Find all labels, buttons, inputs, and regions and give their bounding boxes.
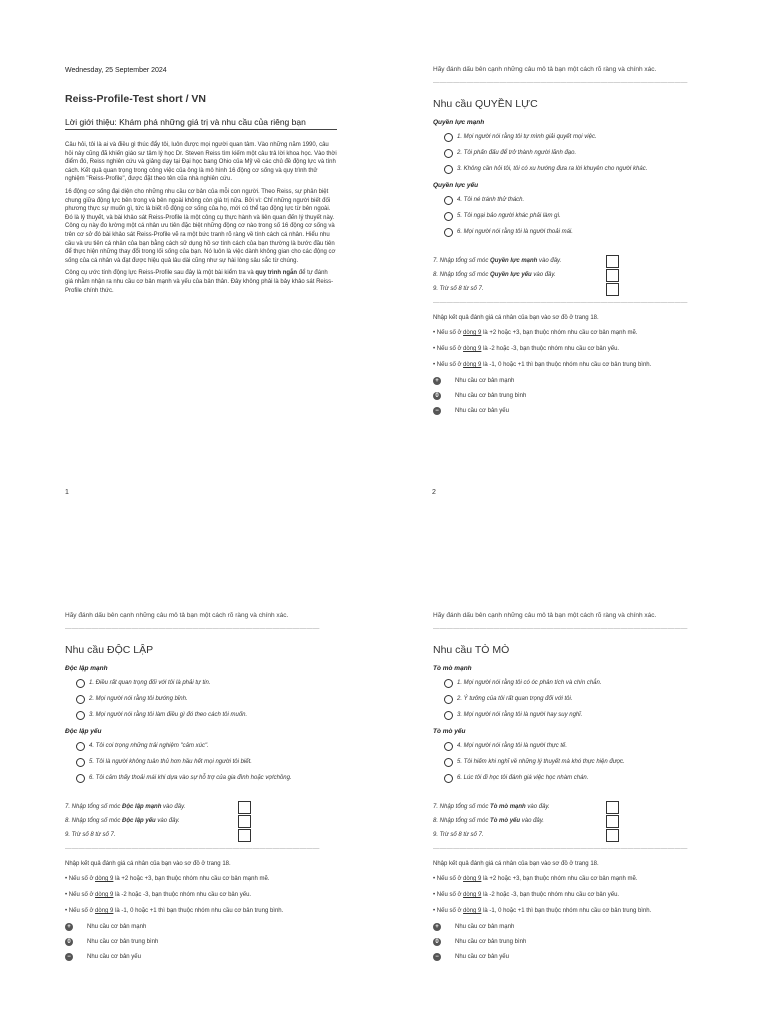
- total-input-box[interactable]: [606, 815, 619, 828]
- statement-item[interactable]: 3. Không cần hỏi tôi, tôi có xu hướng đưa ra lời khuyên cho người khác.: [433, 161, 698, 177]
- page-3: [0, 512, 384, 1024]
- checkbox-circle[interactable]: [444, 196, 453, 205]
- intro-text: [65, 141, 337, 299]
- statement-item[interactable]: 4. Mọi người nói rằng tôi là người thực tế.: [433, 738, 698, 754]
- checkbox-circle[interactable]: [444, 695, 453, 704]
- checkbox-circle[interactable]: [76, 742, 85, 751]
- checkbox-circle[interactable]: [76, 695, 85, 704]
- legend-weak: − Nhu cầu cơ bản yếu: [433, 403, 698, 418]
- total-row-8: 8. Nhập tổng số móc Tò mò yếu vào đây.: [433, 814, 698, 828]
- minus-icon: −: [433, 407, 441, 415]
- statement-item[interactable]: 4. Tôi né tránh thử thách.: [433, 192, 698, 208]
- statement-item[interactable]: 5. Tôi là người không tuân thủ hơn hầu hết mọi người tôi biết.: [65, 754, 330, 770]
- total-row-9: 9. Trừ số 8 từ số 7.: [65, 828, 330, 842]
- intro-paragraph-2: 16 động cơ sống đại diện cho những nhu cầu cơ bản của mỗi con người. Theo Reiss, sự phân biệt chung giữa động lực bên trong và bên ngoài không còn giá trị nữa. Bởi vì: Chỉ những người biết đối phương thực sự muốn gì, tức là biết rõ động cơ sống của họ, mới có thể tạo động lực từ bên ngoài. Đó là lý thuyết, và bài khảo sát Reiss-Profile là một công cụ thực hành và liên quan đến lý thuyết này. Công cụ này đo lường một cá nhân ưu tiên đặc biệt những động cơ nào trong số 16 động cơ sống và trên cơ sở đó bài khảo sát Reiss-Profile vẽ ra một bức tranh rõ ràng về tính cách cá nhân. Hiểu nhu cầu và ưu tiên cá nhân của bạn bằng cách sử dụng hồ sơ tính cách của bạn thường là bước đầu tiên để thực hiện những thay đổi trong lối sống của bạn. Nó luôn là việc dành không gian cho các động cơ sống của cá nhân và đạt được hiệu quả lâu dài cũng như sự hài lòng sâu sắc từ chúng.: [65, 188, 336, 264]
- statement-item[interactable]: 6. Lúc tôi đi học tôi đánh giá việc học nhàm chán.: [433, 770, 698, 786]
- statement-item[interactable]: 2. Mọi người nói rằng tôi bướng bỉnh.: [65, 691, 330, 707]
- total-input-box[interactable]: [238, 815, 251, 828]
- total-input-box[interactable]: [606, 283, 619, 296]
- total-row-7: 7. Nhập tổng số móc Quyền lực mạnh vào đây.: [433, 254, 698, 268]
- minus-icon: −: [65, 953, 73, 961]
- checkbox-circle[interactable]: [444, 228, 453, 237]
- legend-weak: − Nhu cầu cơ bản yếu: [433, 949, 698, 964]
- plus-icon: +: [433, 923, 441, 931]
- checkbox-circle[interactable]: [444, 133, 453, 142]
- rule-weak: • Nếu số ở dòng 9 là -2 hoặc -3, bạn thuộc nhóm nhu cầu cơ bản yếu.: [65, 892, 252, 898]
- rule-weak: • Nếu số ở dòng 9 là -2 hoặc -3, bạn thuộc nhóm nhu cầu cơ bản yếu.: [433, 346, 620, 352]
- date-header: Wednesday, 25 September 2024: [65, 67, 167, 74]
- strong-label: Độc lập mạnh: [65, 665, 108, 672]
- checkbox-circle[interactable]: [76, 711, 85, 720]
- section-title: Nhu cầu QUYỀN LỰC: [433, 98, 538, 110]
- zero-icon: 0: [65, 938, 73, 946]
- checkbox-circle[interactable]: [444, 774, 453, 783]
- statement-item[interactable]: 6. Mọi người nói rằng tôi là người thoải mái.: [433, 224, 698, 240]
- result-instruction: Nhập kết quả đánh giá cá nhân của bạn vào sơ đồ ở trang 18.: [433, 315, 599, 321]
- checkbox-circle[interactable]: [444, 742, 453, 751]
- checkbox-circle[interactable]: [444, 679, 453, 688]
- rule-strong: • Nếu số ở dòng 9 là +2 hoặc +3, bạn thuộc nhóm nhu cầu cơ bản mạnh mẽ.: [65, 876, 270, 882]
- legend-strong: + Nhu cầu cơ bản mạnh: [433, 919, 698, 934]
- statement-item[interactable]: 3. Mọi người nói rằng tôi làm điều gì đó theo cách tôi muốn.: [65, 707, 330, 723]
- page-number: 1: [65, 489, 69, 496]
- strong-label: Quyền lực mạnh: [433, 119, 485, 126]
- strong-label: Tò mò mạnh: [433, 665, 472, 672]
- legend-medium: 0 Nhu cầu cơ bản trung bình: [433, 934, 698, 949]
- statement-item[interactable]: 5. Tôi ngại bảo người khác phải làm gì.: [433, 208, 698, 224]
- checkbox-circle[interactable]: [444, 758, 453, 767]
- statement-item[interactable]: 2. Tôi phấn đấu để trở thành người lãnh đạo.: [433, 145, 698, 161]
- checkbox-circle[interactable]: [444, 149, 453, 158]
- checkbox-circle[interactable]: [76, 758, 85, 767]
- legend-strong: + Nhu cầu cơ bản mạnh: [65, 919, 330, 934]
- result-instruction: Nhập kết quả đánh giá cá nhân của bạn vào sơ đồ ở trang 18.: [433, 861, 599, 867]
- dashed-divider: ——————————————————————————————————————: [433, 625, 688, 632]
- rule-medium: • Nếu số ở dòng 9 là -1, 0 hoặc +1 thì bạn thuộc nhóm nhu cầu cơ bản trung bình.: [433, 362, 652, 368]
- rule-medium: • Nếu số ở dòng 9 là -1, 0 hoặc +1 thì bạn thuộc nhóm nhu cầu cơ bản trung bình.: [65, 908, 284, 914]
- page-2: [384, 0, 768, 512]
- legend-medium: 0 Nhu cầu cơ bản trung bình: [433, 388, 698, 403]
- section-title: Nhu cầu ĐỘC LẬP: [65, 644, 154, 656]
- statement-item[interactable]: 3. Mọi người nói rằng tôi là người hay suy nghĩ.: [433, 707, 698, 723]
- plus-icon: +: [433, 377, 441, 385]
- section-title: Nhu cầu TÒ MÒ: [433, 644, 510, 656]
- statement-item[interactable]: 1. Mọi người nói rằng tôi có óc phân tích và chín chắn.: [433, 675, 698, 691]
- checkbox-circle[interactable]: [76, 679, 85, 688]
- total-row-9: 9. Trừ số 8 từ số 7.: [433, 282, 698, 296]
- weak-label: Quyền lực yếu: [433, 182, 479, 189]
- statement-item[interactable]: 4. Tôi coi trọng những trải nghiệm "cảm xúc".: [65, 738, 330, 754]
- checkbox-circle[interactable]: [444, 711, 453, 720]
- total-row-8: 8. Nhập tổng số móc Độc lập yếu vào đây.: [65, 814, 330, 828]
- result-instruction: Nhập kết quả đánh giá cá nhân của bạn vào sơ đồ ở trang 18.: [65, 861, 231, 867]
- statement-item[interactable]: 2. Ý tưởng của tôi rất quan trọng đối với tôi.: [433, 691, 698, 707]
- checkbox-circle[interactable]: [444, 165, 453, 174]
- page-number: 2: [432, 489, 436, 496]
- plus-icon: +: [65, 923, 73, 931]
- rule-strong: • Nếu số ở dòng 9 là +2 hoặc +3, bạn thuộc nhóm nhu cầu cơ bản mạnh mẽ.: [433, 876, 638, 882]
- total-row-9: 9. Trừ số 8 từ số 7.: [433, 828, 698, 842]
- total-row-7: 7. Nhập tổng số móc Tò mò mạnh vào đây.: [433, 800, 698, 814]
- dashed-divider: ——————————————————————————————————————: [433, 845, 688, 852]
- intro-paragraph-3: Công cụ ước tính động lực Reiss-Profile sau đây là một bài kiểm tra và quy trình ngắn để tự đánh giá nhằm nhận ra nhu cầu cơ bản mạnh và yếu của bản thân. Đây không phải là bảy khảo sát Reiss-Profile chính thức.: [65, 270, 334, 294]
- instruction-text: Hãy đánh dấu bên cạnh những câu mô tả bạn một cách rõ ràng và chính xác.: [433, 612, 657, 619]
- weak-label: Độc lập yếu: [65, 728, 102, 735]
- zero-icon: 0: [433, 392, 441, 400]
- weak-label: Tò mò yếu: [433, 728, 466, 735]
- total-input-box[interactable]: [606, 255, 619, 268]
- intro-subtitle: Lời giới thiệu: Khám phá những giá trị và nhu cầu của riêng bạn: [65, 117, 337, 130]
- statement-item[interactable]: 1. Điều rất quan trọng đối với tôi là phải tự tin.: [65, 675, 330, 691]
- total-row-8: 8. Nhập tổng số móc Quyền lực yếu vào đây.: [433, 268, 698, 282]
- dashed-divider: ——————————————————————————————————————: [65, 625, 320, 632]
- total-row-7: 7. Nhập tổng số móc Độc lập mạnh vào đây.: [65, 800, 330, 814]
- dashed-divider: ——————————————————————————————————————: [433, 79, 688, 86]
- total-input-box[interactable]: [606, 801, 619, 814]
- legend-strong: + Nhu cầu cơ bản mạnh: [433, 373, 698, 388]
- page-1: [0, 0, 384, 512]
- instruction-text: Hãy đánh dấu bên cạnh những câu mô tả bạn một cách rõ ràng và chính xác.: [433, 66, 657, 73]
- statement-item[interactable]: 1. Mọi người nói rằng tôi tự mình giải quyết mọi việc.: [433, 129, 698, 145]
- total-input-box[interactable]: [606, 269, 619, 282]
- legend-weak: − Nhu cầu cơ bản yếu: [65, 949, 330, 964]
- intro-paragraph-1: Câu hỏi, tôi là ai và điều gì thúc đẩy tôi, luôn được mọi người quan tâm. Vào những năm 1990, câu hỏi này cũng đã khiến giáo sư tâm lý học Dr. Steven Reiss tìm kiếm một câu trả lời khoa học. Vào thời điểm đó, Reiss nghiên cứu và giảng dạy tại Đại học bang Ohio của Mỹ về các chủ đề động lực và tính cách. Kết quả quan trọng trong công việc của ông là mô hình 16 động cơ sống và quy trình thử nghiệm "Reiss-Profile", được đặt theo tên của nhà nghiên cứu.: [65, 142, 337, 183]
- zero-icon: 0: [433, 938, 441, 946]
- total-input-box[interactable]: [238, 829, 251, 842]
- rule-medium: • Nếu số ở dòng 9 là -1, 0 hoặc +1 thì bạn thuộc nhóm nhu cầu cơ bản trung bình.: [433, 908, 652, 914]
- document-title: Reiss-Profile-Test short / VN: [65, 93, 207, 105]
- rule-weak: • Nếu số ở dòng 9 là -2 hoặc -3, bạn thuộc nhóm nhu cầu cơ bản yếu.: [433, 892, 620, 898]
- statement-item[interactable]: 5. Tôi hiếm khi nghĩ về những lý thuyết mà khó thực hiện được.: [433, 754, 698, 770]
- statement-item[interactable]: 6. Tôi cảm thấy thoải mái khi dựa vào sự hỗ trợ của gia đình hoặc vợ/chồng.: [65, 770, 330, 786]
- dashed-divider: ——————————————————————————————————————: [433, 299, 688, 306]
- instruction-text: Hãy đánh dấu bên cạnh những câu mô tả bạn một cách rõ ràng và chính xác.: [65, 612, 289, 619]
- total-input-box[interactable]: [238, 801, 251, 814]
- minus-icon: −: [433, 953, 441, 961]
- page-4: [384, 512, 768, 1024]
- dashed-divider: ——————————————————————————————————————: [65, 845, 320, 852]
- checkbox-circle[interactable]: [444, 212, 453, 221]
- rule-strong: • Nếu số ở dòng 9 là +2 hoặc +3, bạn thuộc nhóm nhu cầu cơ bản mạnh mẽ.: [433, 330, 638, 336]
- legend-medium: 0 Nhu cầu cơ bản trung bình: [65, 934, 330, 949]
- total-input-box[interactable]: [606, 829, 619, 842]
- checkbox-circle[interactable]: [76, 774, 85, 783]
